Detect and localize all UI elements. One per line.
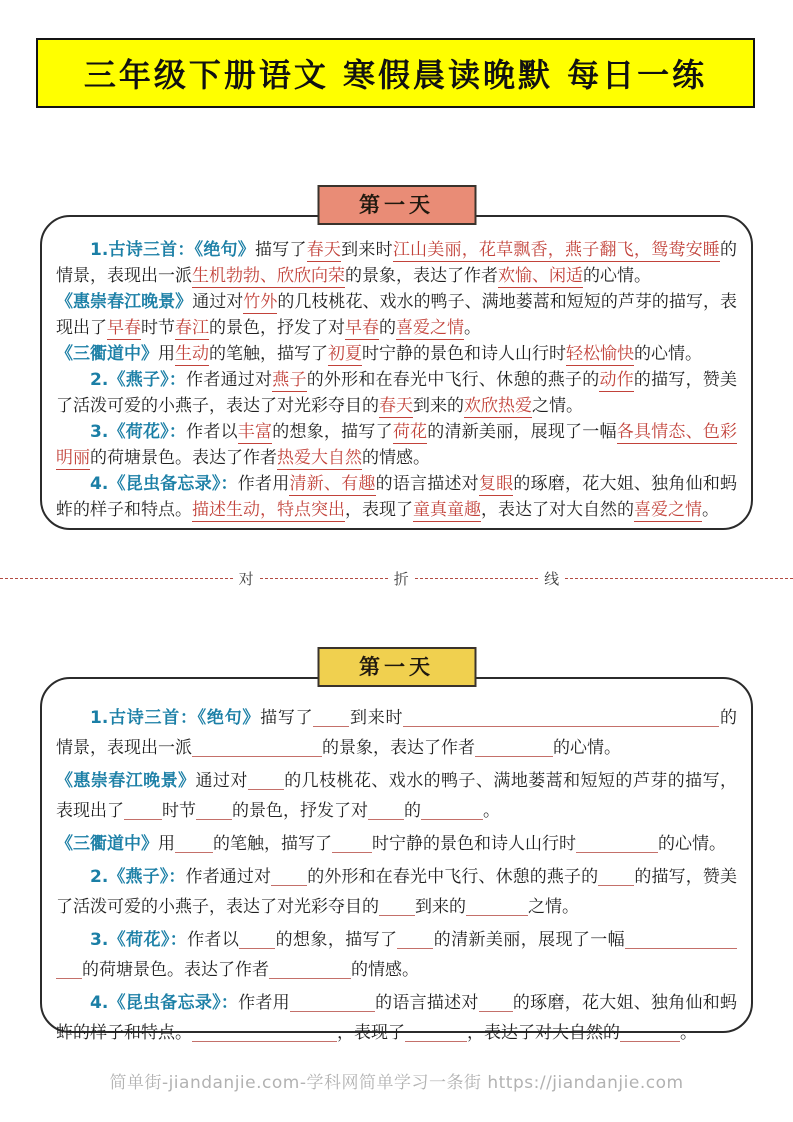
fold-dash-segment bbox=[260, 578, 388, 579]
body-text: 。 bbox=[702, 500, 719, 520]
fold-dash-segment bbox=[0, 578, 233, 579]
lesson-title: 《惠崇春江晚景》 bbox=[56, 292, 193, 312]
body-text: ，表现了 bbox=[337, 1023, 405, 1043]
body-text: 的描写，赞美了活泼可爱的小燕子，表达了对光彩夺目的 bbox=[56, 867, 738, 917]
body-text: 的荷塘景色。表达了作者 bbox=[90, 448, 277, 468]
blank-line bbox=[379, 896, 415, 916]
body-text: 作者用 bbox=[238, 993, 290, 1013]
body-text: 描写了 bbox=[255, 240, 307, 260]
paragraph bbox=[56, 289, 737, 341]
fold-dash-segment bbox=[415, 578, 538, 579]
day-badge: 第一天 bbox=[317, 185, 476, 225]
paragraph bbox=[56, 471, 737, 523]
paragraph bbox=[56, 925, 737, 985]
blank-line bbox=[269, 959, 351, 979]
answer-text: 竹外 bbox=[243, 292, 278, 312]
body-text: 的语言描述对 bbox=[375, 474, 479, 494]
body-text: 作者以 bbox=[187, 930, 240, 950]
paragraph bbox=[56, 237, 737, 289]
lesson-title: 3.《荷花》： bbox=[90, 930, 188, 950]
answer-text: 荷花 bbox=[392, 422, 428, 442]
body-text: 时宁静的景色和诗人山行时 bbox=[372, 834, 576, 854]
answer-text: 清新、有趣 bbox=[289, 474, 376, 494]
body-text: 作者通过对 bbox=[185, 867, 272, 887]
body-text: 通过对 bbox=[195, 771, 248, 791]
body-text: 的心情。 bbox=[658, 834, 726, 854]
body-text: 用 bbox=[158, 834, 175, 854]
body-text: 作者用 bbox=[237, 474, 290, 494]
blank-line bbox=[192, 737, 322, 757]
blank-line bbox=[403, 707, 719, 727]
body-text: 时宁静的景色和诗人山行时 bbox=[362, 344, 566, 364]
answer-text: 初夏 bbox=[328, 344, 362, 364]
answer-text: 轻松愉快 bbox=[566, 344, 634, 364]
body-text: 的情景，表现出一派 bbox=[56, 708, 737, 758]
answer-text: 各具情态、色彩明丽 bbox=[56, 422, 738, 468]
body-text: 。 bbox=[483, 801, 500, 821]
paragraph bbox=[56, 419, 737, 471]
paragraph bbox=[56, 766, 737, 826]
lesson-title: 《三衢道中》 bbox=[56, 834, 158, 854]
section-blanks bbox=[40, 655, 753, 1043]
body-text: 。 bbox=[680, 1023, 697, 1043]
body-text: 的清新美丽，展现了一幅 bbox=[427, 422, 617, 442]
body-text: 的描写，赞美了活泼可爱的小燕子，表达了对光彩夺目的 bbox=[56, 370, 738, 416]
fold-line bbox=[0, 568, 793, 588]
body-text: 作者以 bbox=[186, 422, 238, 442]
body-text: 的外形和在春光中飞行、休憩的燕子的 bbox=[306, 370, 600, 390]
body-text: 的几枝桃花、戏水的鸭子、满地蒌蒿和短短的芦芽的描写，表现出了 bbox=[56, 771, 738, 821]
answer-text: 童真童趣 bbox=[413, 500, 481, 520]
answer-text: 春天 bbox=[306, 240, 342, 260]
lesson-title: 2.《燕子》： bbox=[90, 867, 186, 887]
answer-text: 复眼 bbox=[478, 474, 514, 494]
body-text: 的想象，描写了 bbox=[272, 422, 393, 442]
body-text: 之情。 bbox=[528, 897, 579, 917]
paragraph bbox=[56, 862, 737, 922]
blank-line bbox=[290, 992, 375, 1012]
fold-dash-segment bbox=[565, 578, 793, 579]
answer-text: 动作 bbox=[599, 370, 634, 390]
body-text: 的 bbox=[379, 318, 396, 338]
body-text: 描写了 bbox=[260, 708, 314, 728]
blank-line bbox=[405, 1022, 467, 1042]
body-text: 时节 bbox=[162, 801, 196, 821]
body-text: ，表达了对大自然的 bbox=[467, 1023, 620, 1043]
body-text: 的语言描述对 bbox=[374, 993, 479, 1013]
blanks-content bbox=[56, 703, 737, 1048]
blanks-box bbox=[40, 655, 753, 1043]
blank-line bbox=[421, 800, 483, 820]
blank-line bbox=[368, 800, 404, 820]
answer-text: 早春 bbox=[107, 318, 141, 338]
blank-line bbox=[56, 959, 82, 979]
answer-text: 生机勃勃、欣欣向荣 bbox=[192, 266, 345, 286]
fold-label: 对 bbox=[238, 569, 254, 588]
blank-line bbox=[248, 770, 284, 790]
body-text: ，表现了 bbox=[345, 500, 413, 520]
section-answers bbox=[40, 193, 753, 530]
answer-text: 欢欣热爱 bbox=[464, 396, 532, 416]
lesson-title: 3.《荷花》： bbox=[90, 422, 187, 442]
blank-line bbox=[332, 833, 372, 853]
answer-text: 丰富 bbox=[237, 422, 273, 442]
blank-line bbox=[598, 866, 634, 886]
answer-text: 热爱大自然 bbox=[277, 448, 362, 468]
paragraph bbox=[56, 703, 737, 763]
answer-text: 春天 bbox=[379, 396, 413, 416]
body-text: 到来时 bbox=[341, 240, 393, 260]
body-text: 的想象，描写了 bbox=[275, 930, 398, 950]
blank-line bbox=[271, 866, 307, 886]
body-text: 的心情。 bbox=[553, 738, 621, 758]
body-text: 的情感。 bbox=[362, 448, 430, 468]
answer-text: 欢愉、闲适 bbox=[498, 266, 583, 286]
footer-watermark: 简单街-jiandanjie.com-学科网简单学习一条街 https://jiandanjie.com bbox=[109, 1073, 684, 1093]
answer-text: 喜爱之情 bbox=[396, 318, 464, 338]
lesson-title: 《惠崇春江晚景》 bbox=[56, 771, 196, 791]
day-badge: 第一天 bbox=[317, 647, 476, 687]
body-text: 的景象，表达了作者 bbox=[322, 738, 475, 758]
blank-line bbox=[479, 992, 513, 1012]
body-text: 的琢磨，花大姐、独角仙和蚂蚱的样子和特点。 bbox=[56, 474, 738, 520]
lesson-title: 4.《昆虫备忘录》： bbox=[90, 993, 239, 1013]
body-text: 之情。 bbox=[532, 396, 583, 416]
answer-text: 春江 bbox=[175, 318, 209, 338]
body-text: 的景色，抒发了对 bbox=[209, 318, 345, 338]
body-text: 作者通过对 bbox=[186, 370, 273, 390]
paragraph bbox=[56, 988, 737, 1048]
lesson-title: 《三衢道中》 bbox=[56, 344, 158, 364]
blank-line bbox=[397, 929, 433, 949]
paragraph bbox=[56, 367, 737, 419]
blank-line bbox=[625, 929, 737, 949]
lesson-title: 1.古诗三首：《绝句》 bbox=[90, 240, 256, 260]
body-text: 用 bbox=[158, 344, 175, 364]
body-text: 到来的 bbox=[413, 396, 464, 416]
blank-line bbox=[466, 896, 528, 916]
blank-line bbox=[313, 707, 349, 727]
paragraph bbox=[56, 341, 737, 367]
answer-text: 描述生动，特点突出 bbox=[192, 500, 345, 520]
blank-line bbox=[175, 833, 213, 853]
blank-line bbox=[192, 1022, 337, 1042]
blank-line bbox=[576, 833, 658, 853]
body-text: 的景色，抒发了对 bbox=[232, 801, 368, 821]
body-text: 的荷塘景色。表达了作者 bbox=[82, 960, 269, 980]
answer-text: 江山美丽，花草飘香，燕子翻飞，鸳鸯安睡 bbox=[392, 240, 721, 260]
body-text: 的心情。 bbox=[634, 344, 702, 364]
body-text: 到来时 bbox=[349, 708, 404, 728]
fold-label: 线 bbox=[544, 569, 560, 588]
body-text: 的情感。 bbox=[351, 960, 419, 980]
body-text: 的笔触，描写了 bbox=[213, 834, 332, 854]
body-text: 的景象，表达了作者 bbox=[345, 266, 498, 286]
body-text: 的几枝桃花、戏水的鸭子、满地蒌蒿和短短的芦芽的描写，表现出了 bbox=[56, 292, 738, 338]
lesson-title: 4.《昆虫备忘录》： bbox=[90, 474, 238, 494]
body-text: 的情景，表现出一派 bbox=[56, 240, 738, 286]
answer-text: 生动 bbox=[175, 344, 209, 364]
lesson-title: 2.《燕子》： bbox=[90, 370, 187, 390]
answers-box bbox=[40, 193, 753, 530]
body-text: 通过对 bbox=[192, 292, 244, 312]
blank-line bbox=[620, 1022, 680, 1042]
body-text: 的笔触，描写了 bbox=[209, 344, 328, 364]
body-text: 。 bbox=[464, 318, 481, 338]
blank-line bbox=[239, 929, 275, 949]
blank-line bbox=[196, 800, 232, 820]
fold-label: 折 bbox=[393, 569, 409, 588]
body-text: 时节 bbox=[141, 318, 175, 338]
body-text: 的琢磨，花大姐、独角仙和蚂蚱的样子和特点。 bbox=[56, 993, 738, 1043]
blank-line bbox=[475, 737, 553, 757]
body-text: ，表达了对大自然的 bbox=[481, 500, 634, 520]
page-title: 三年级下册语文 寒假晨读晚默 每日一练 bbox=[36, 38, 755, 108]
lesson-title: 1.古诗三首：《绝句》 bbox=[90, 708, 261, 728]
body-text: 到来的 bbox=[415, 897, 466, 917]
paragraph bbox=[56, 829, 737, 859]
answers-content bbox=[56, 237, 737, 523]
blank-line bbox=[124, 800, 162, 820]
answer-text: 喜爱之情 bbox=[634, 500, 702, 520]
answer-text: 燕子 bbox=[272, 370, 307, 390]
body-text: 的清新美丽，展现了一幅 bbox=[433, 930, 626, 950]
answer-text: 早春 bbox=[345, 318, 379, 338]
body-text: 的心情。 bbox=[583, 266, 651, 286]
body-text: 的 bbox=[404, 801, 421, 821]
body-text: 的外形和在春光中飞行、休憩的燕子的 bbox=[307, 867, 599, 887]
